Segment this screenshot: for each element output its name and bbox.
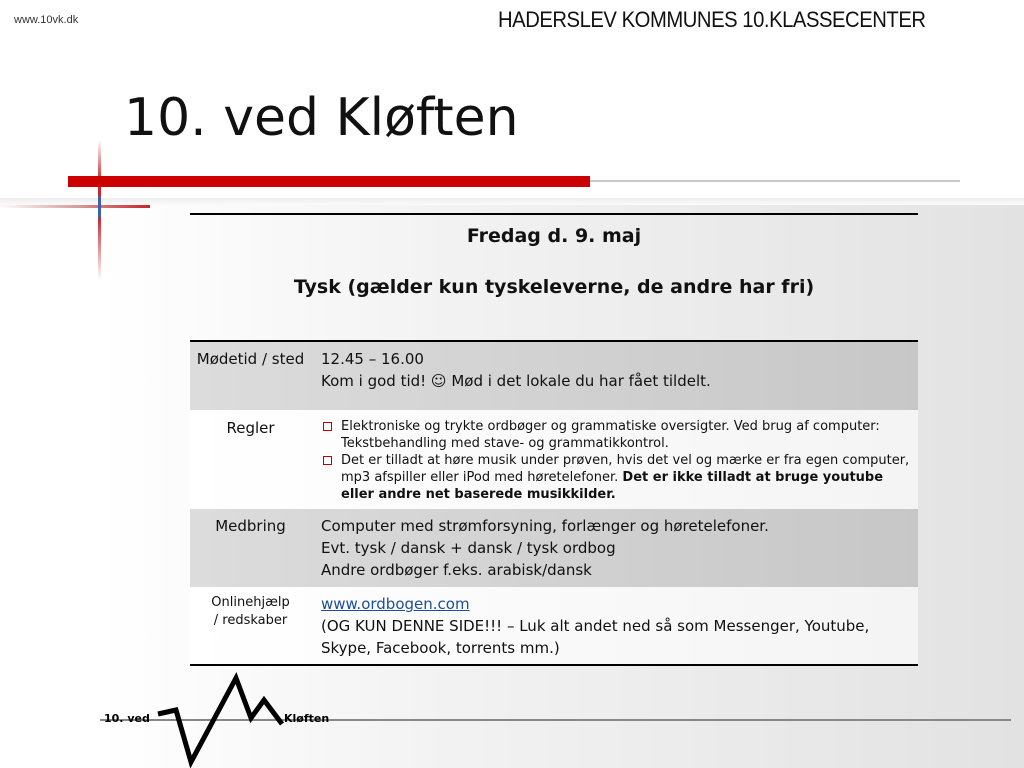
square-bullet-icon [323, 456, 332, 465]
bring-item: Evt. tysk / dansk + dansk / tysk ordbog [321, 539, 616, 557]
table-row-online [190, 587, 918, 664]
title-underline-grey [590, 180, 960, 182]
row-label-meeting: Mødetid / sted [196, 350, 305, 368]
row-label-online [190, 593, 311, 664]
slide-title: 10. ved Kløften [124, 88, 519, 148]
online-note: (OG KUN DENNE SIDE!!! – Luk alt andet ned så som Messenger, Youtube, Skype, Facebook, torrents mm.) [321, 617, 870, 657]
row-label-bring: Medbring [215, 517, 286, 535]
rule-warning: Det er ikke tilladt at bruge youtube eller andre net baserede musikkilder. [341, 470, 884, 502]
footer-logo-text-left: 10. ved [104, 712, 150, 725]
bring-item: Andre ordbøger f.eks. arabisk/dansk [321, 561, 592, 579]
rules-list [321, 417, 918, 503]
rule-text: Det er tilladt at høre musik under prøven, hvis det vel og mærke er fra egen computer, mp3 afspiller eller iPod med høretelefoner. [341, 453, 910, 485]
rule-text: Elektroniske og trykte ordbøger og grammatiske oversigter. Ved brug af computer: Tekstbehandling med stave- og grammatikkontrol. [341, 419, 880, 451]
label-line: / redskaber [213, 613, 288, 628]
table-row-meeting [190, 342, 918, 410]
meeting-time: 12.45 – 16.00 [321, 350, 424, 368]
square-bullet-icon [323, 422, 332, 431]
site-url: www.10vk.dk [14, 14, 79, 26]
exam-date: Fredag d. 9. maj [466, 225, 642, 247]
bring-item: Computer med strømforsyning, forlænger og høretelefoner. [321, 517, 769, 535]
title-underline-bar [68, 176, 590, 187]
rule-item [321, 418, 918, 452]
rule-item [321, 452, 918, 503]
ordbogen-link[interactable]: www.ordbogen.com [321, 595, 470, 613]
row-label-rules: Regler [226, 419, 275, 437]
table-row-bring [190, 509, 918, 587]
schedule-table [190, 213, 918, 666]
row-value-rules [311, 417, 918, 509]
meeting-note: Kom i god tid! ☺ Mød i det lokale du har fået tildelt. [321, 372, 711, 390]
decorative-cross-accent [98, 196, 101, 218]
table-row-rules [190, 410, 918, 509]
exam-subject: Tysk (gælder kun tyskeleverne, de andre har fri) [293, 276, 815, 298]
row-value-bring [311, 515, 918, 587]
row-value-meeting [311, 348, 918, 410]
header-title: HADERSLEV KOMMUNES 10.KLASSECENTER [498, 7, 926, 32]
label-line: Onlinehjælp [211, 595, 290, 610]
table-header [190, 215, 918, 342]
decorative-horizontal-line [0, 205, 150, 208]
row-value-online [311, 593, 918, 664]
footer-logo-text-right: Kløften [284, 712, 330, 725]
